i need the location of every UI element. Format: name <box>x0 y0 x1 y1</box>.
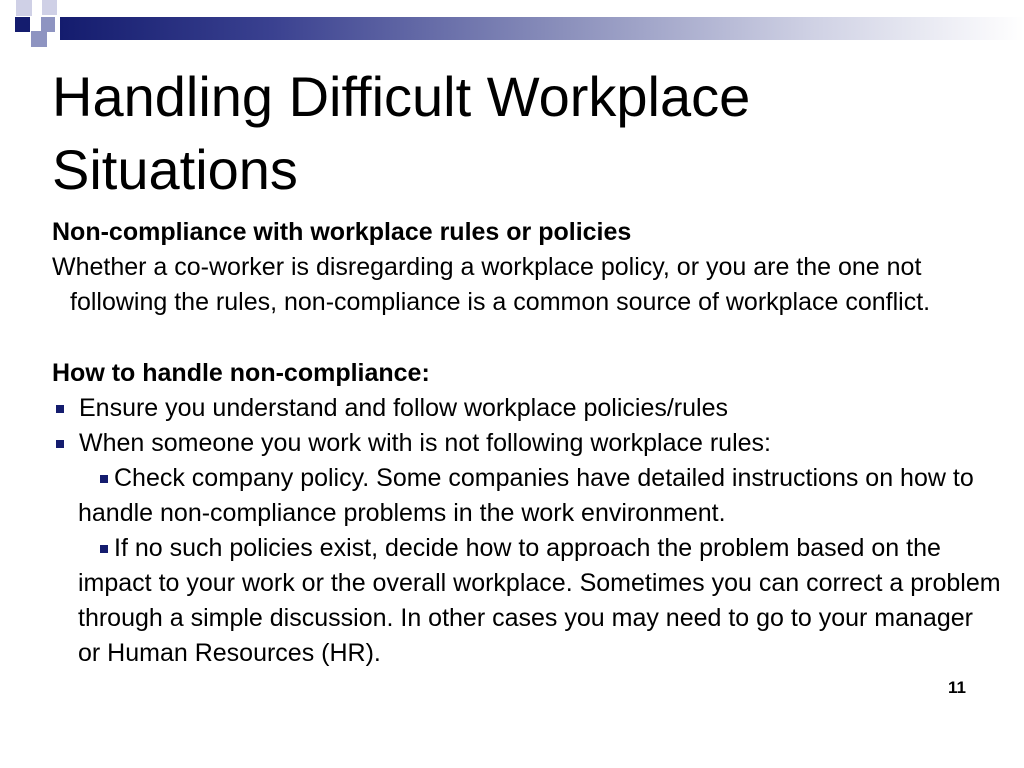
decor-square <box>31 31 47 47</box>
sub-bullet-text: Check company policy. Some companies have detailed instructions on how to handle non-compliance problems in the work environment. <box>78 464 974 527</box>
bullet-item <box>52 391 1002 426</box>
square-bullet-icon <box>100 545 108 553</box>
square-bullet-icon <box>56 440 64 448</box>
slide-content <box>52 215 1002 671</box>
slide-title: Handling Difficult Workplace Situations <box>52 65 751 201</box>
spacer <box>52 320 1002 356</box>
square-bullet-icon <box>56 405 64 413</box>
bullet-text: When someone you work with is not following workplace rules: <box>79 429 771 457</box>
sub-bullet-item <box>52 531 1002 671</box>
section-heading: Non-compliance with workplace rules or policies <box>52 218 632 246</box>
sub-bullet-item <box>52 461 1002 531</box>
bullet-text: Ensure you understand and follow workplace policies/rules <box>79 394 728 422</box>
header-gradient-bar <box>60 17 1024 40</box>
decor-square <box>16 0 32 16</box>
how-to-heading: How to handle non-compliance: <box>52 359 430 387</box>
decor-square <box>41 17 55 32</box>
bullet-item <box>52 426 1002 461</box>
square-bullet-icon <box>100 475 108 483</box>
decor-square <box>15 17 30 32</box>
page-number: 11 <box>948 678 966 697</box>
decor-square <box>42 0 57 15</box>
intro-paragraph: Whether a co-worker is disregarding a workplace policy, or you are the one not following the rules, non-compliance is a common source of workplace conflict. <box>52 253 931 316</box>
sub-bullet-text: If no such policies exist, decide how to approach the problem based on the impact to your work or the overall workplace. Sometimes you can correct a problem through a simple discussion. In other cases you may need to go to your manager or Human Resources (HR). <box>78 534 1001 667</box>
